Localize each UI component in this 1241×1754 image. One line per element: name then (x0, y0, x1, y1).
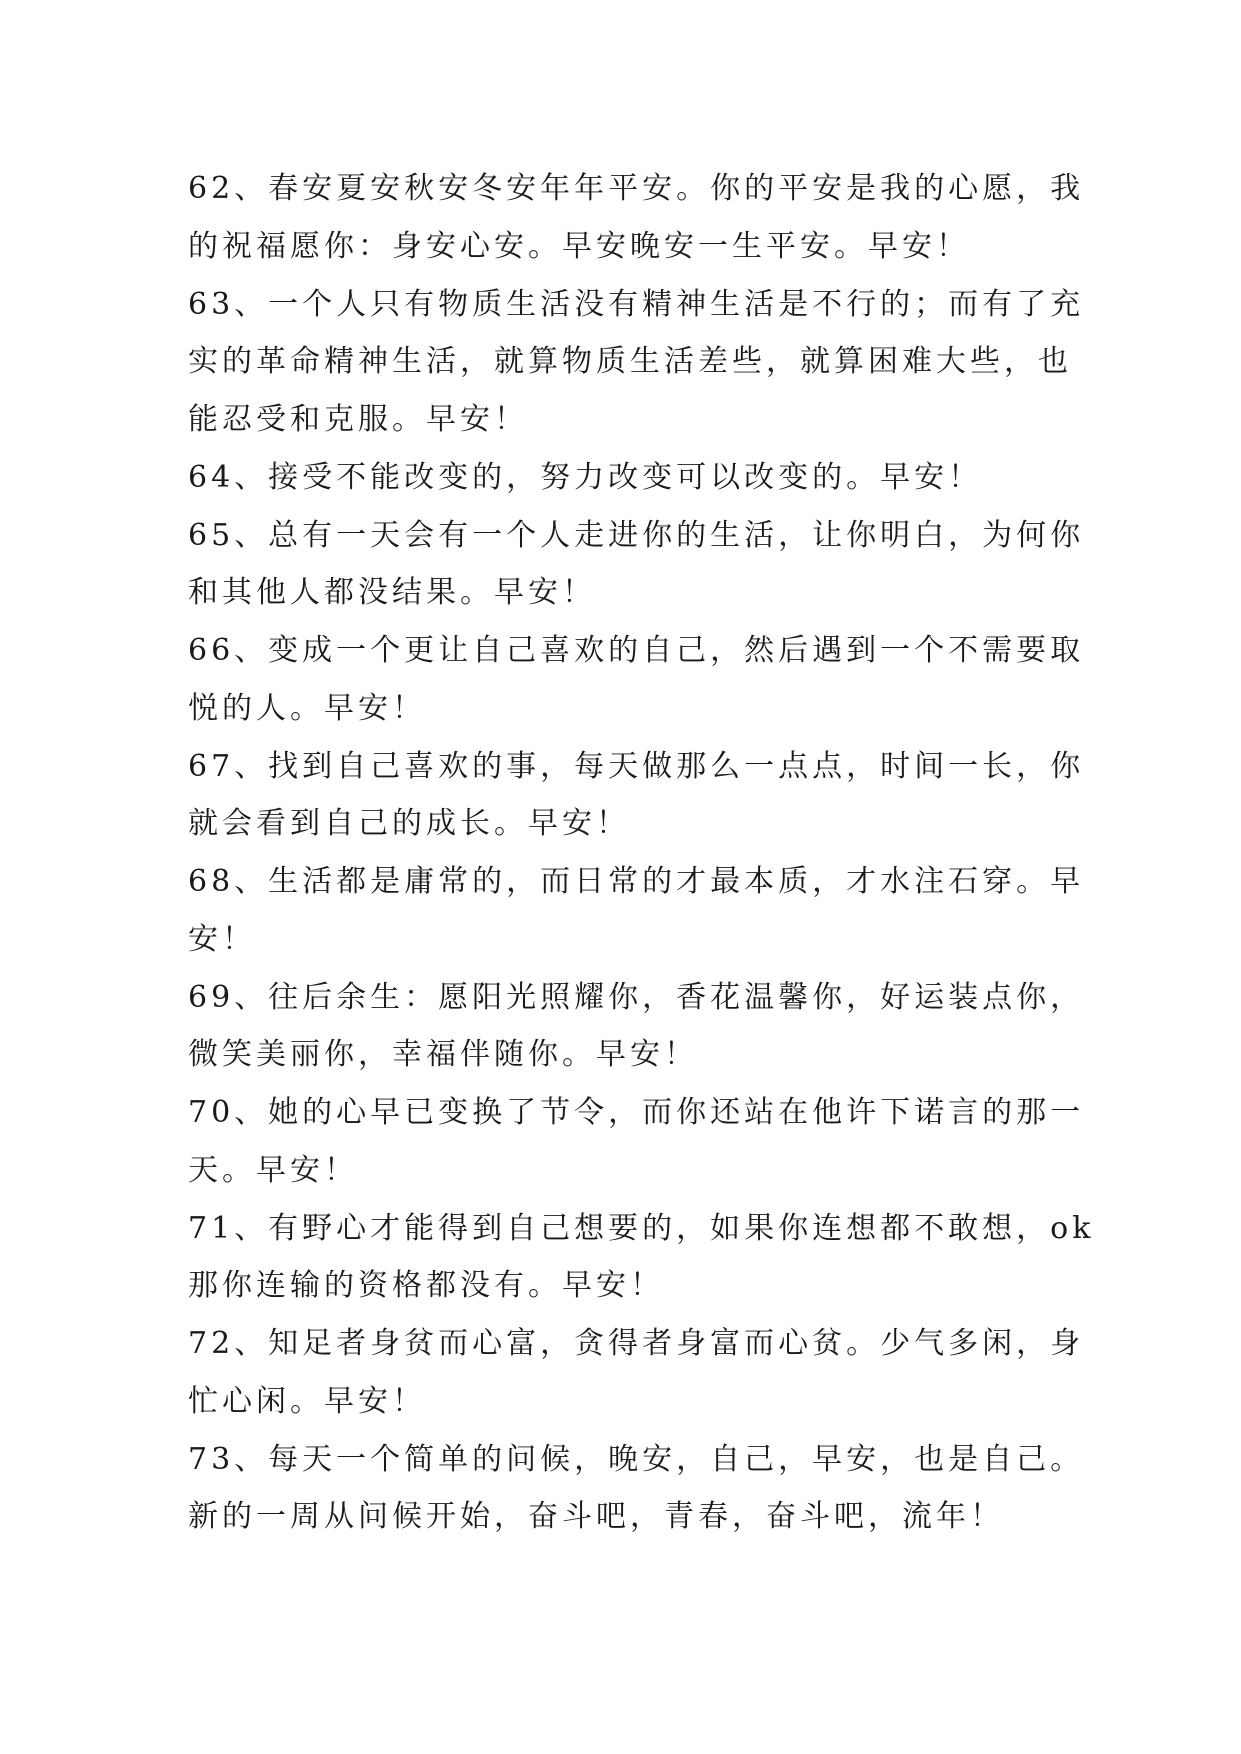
text-line: 实的革命精神生活，就算物质生活差些，就算困难大些，也 (188, 344, 1072, 380)
text-line: 73、每天一个简单的问候，晚安，自己，早安，也是自己。 (188, 1441, 1085, 1477)
text-line: 天。早安！ (188, 1152, 358, 1188)
text-line: 安！ (188, 921, 256, 957)
text-line: 67、找到自己喜欢的事，每天做那么一点点，时间一长，你 (188, 748, 1085, 784)
text-line: 69、往后余生：愿阳光照耀你，香花温馨你，好运装点你， (188, 979, 1085, 1015)
text-line: 71、有野心才能得到自己想要的，如果你连想都不敢想，ok (188, 1210, 1095, 1246)
text-line: 就会看到自己的成长。早安！ (188, 806, 630, 842)
document-body (188, 160, 1095, 1546)
text-line: 悦的人。早安！ (188, 690, 426, 726)
text-line: 70、她的心早已变换了节令，而你还站在他许下诺言的那一 (188, 1095, 1085, 1130)
text-line: 新的一周从问候开始，奋斗吧，青春，奋斗吧，流年！ (188, 1499, 1004, 1535)
text-line: 和其他人都没结果。早安！ (188, 575, 596, 611)
text-line: 72、知足者身贫而心富，贪得者身富而心贫。少气多闲，身 (188, 1326, 1085, 1361)
text-line: 65、总有一天会有一个人走进你的生活，让你明白，为何你 (188, 517, 1085, 553)
text-line: 的祝福愿你：身安心安。早安晚安一生平安。早安！ (188, 228, 970, 264)
text-line: 63、一个人只有物质生活没有精神生活是不行的；而有了充 (188, 286, 1085, 322)
text-line: 那你连输的资格都没有。早安！ (188, 1268, 664, 1304)
text-line: 66、变成一个更让自己喜欢的自己，然后遇到一个不需要取 (188, 633, 1085, 668)
text-line: 64、接受不能改变的，努力改变可以改变的。早安！ (188, 459, 983, 495)
text-line: 能忍受和克服。早安！ (188, 402, 528, 437)
text-line: 微笑美丽你，幸福伴随你。早安！ (188, 1037, 698, 1073)
text-line: 68、生活都是庸常的，而日常的才最本质，才水注石穿。早 (188, 864, 1085, 899)
text-line: 忙心闲。早安！ (188, 1383, 426, 1419)
text-line: 62、春安夏安秋安冬安年年平安。你的平安是我的心愿，我 (188, 171, 1085, 206)
